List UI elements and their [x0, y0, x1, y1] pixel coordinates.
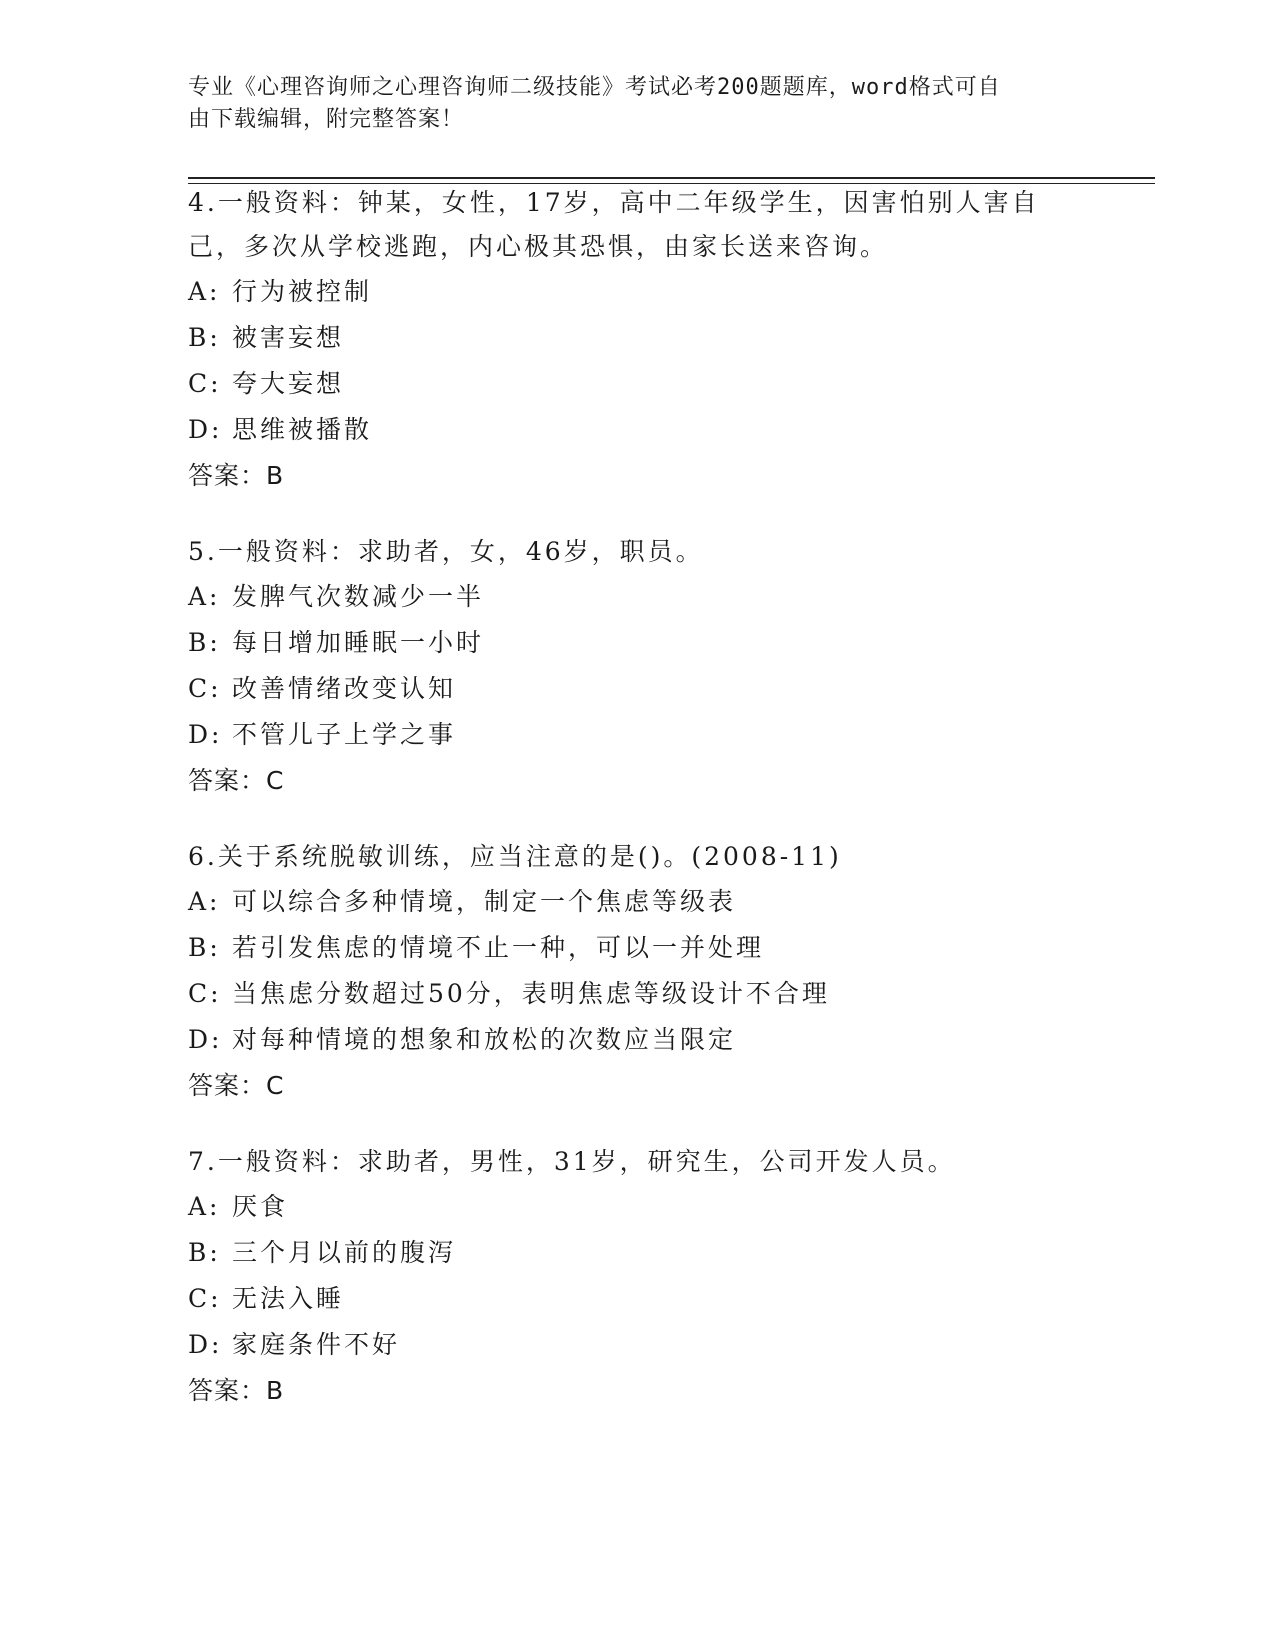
answer-line: 答案：B — [188, 1376, 285, 1405]
option-text: 家庭条件不好 — [232, 1330, 401, 1359]
question-stem-continued: 己，多次从学校逃跑，内心极其恐惧，由家长送来咨询。 — [188, 232, 889, 261]
option-c — [188, 1276, 1088, 1322]
header-line-2: 由下载编辑，附完整答案！ — [188, 107, 465, 132]
option-c — [188, 666, 1088, 712]
document-header — [188, 72, 1068, 136]
option-a — [188, 269, 1088, 315]
option-key: B: — [188, 1238, 221, 1267]
option-key: A: — [188, 582, 221, 611]
header-divider-thick — [188, 177, 1155, 179]
option-key: B: — [188, 323, 221, 352]
option-key: D: — [188, 1025, 223, 1054]
answer-line: 答案：C — [188, 1071, 285, 1100]
option-key: C: — [188, 369, 222, 398]
option-text: 夸大妄想 — [232, 369, 345, 398]
question-6 — [188, 835, 1088, 1109]
option-text: 行为被控制 — [232, 277, 373, 306]
question-stem: 7.一般资料：求助者，男性，31岁，研究生，公司开发人员。 — [188, 1147, 956, 1176]
option-key: C: — [188, 674, 222, 703]
option-b — [188, 620, 1088, 666]
option-a — [188, 879, 1088, 925]
question-5 — [188, 530, 1088, 804]
header-line-1: 专业《心理咨询师之心理咨询师二级技能》考试必考200题题库，word格式可自 — [188, 75, 1001, 100]
option-text: 被害妄想 — [232, 323, 345, 352]
option-key: A: — [188, 1192, 221, 1221]
option-key: C: — [188, 1284, 222, 1313]
option-text: 对每种情境的想象和放松的次数应当限定 — [232, 1025, 737, 1054]
option-text: 三个月以前的腹泻 — [232, 1238, 457, 1267]
option-key: B: — [188, 933, 221, 962]
option-key: C: — [188, 979, 222, 1008]
option-b — [188, 1230, 1088, 1276]
question-7 — [188, 1140, 1088, 1414]
question-stem: 5.一般资料：求助者，女，46岁，职员。 — [188, 537, 704, 566]
option-text: 发脾气次数减少一半 — [232, 582, 485, 611]
option-b — [188, 315, 1088, 361]
option-key: D: — [188, 1330, 223, 1359]
option-b — [188, 925, 1088, 971]
question-stem: 4.一般资料：钟某，女性，17岁，高中二年级学生，因害怕别人害自 — [188, 188, 1040, 217]
question-stem: 6.关于系统脱敏训练，应当注意的是()。(2008-11) — [188, 842, 842, 871]
question-4 — [188, 181, 1088, 499]
option-d — [188, 1322, 1088, 1368]
option-key: D: — [188, 415, 223, 444]
option-text: 当焦虑分数超过50分，表明焦虑等级设计不合理 — [232, 979, 830, 1008]
option-text: 思维被播散 — [232, 415, 373, 444]
option-key: B: — [188, 628, 221, 657]
option-text: 厌食 — [232, 1192, 289, 1221]
option-key: D: — [188, 720, 223, 749]
option-d — [188, 1017, 1088, 1063]
option-a — [188, 574, 1088, 620]
option-c — [188, 361, 1088, 407]
option-text: 每日增加睡眠一小时 — [232, 628, 485, 657]
option-text: 若引发焦虑的情境不止一种，可以一并处理 — [232, 933, 765, 962]
option-text: 无法入睡 — [232, 1284, 345, 1313]
option-d — [188, 712, 1088, 758]
option-text: 改善情绪改变认知 — [232, 674, 457, 703]
option-text: 不管儿子上学之事 — [232, 720, 457, 749]
option-a — [188, 1184, 1088, 1230]
option-key: A: — [188, 887, 221, 916]
option-text: 可以综合多种情境，制定一个焦虑等级表 — [232, 887, 737, 916]
option-key: A: — [188, 277, 221, 306]
answer-line: 答案：C — [188, 766, 285, 795]
answer-line: 答案：B — [188, 461, 285, 490]
option-c — [188, 971, 1088, 1017]
option-d — [188, 407, 1088, 453]
